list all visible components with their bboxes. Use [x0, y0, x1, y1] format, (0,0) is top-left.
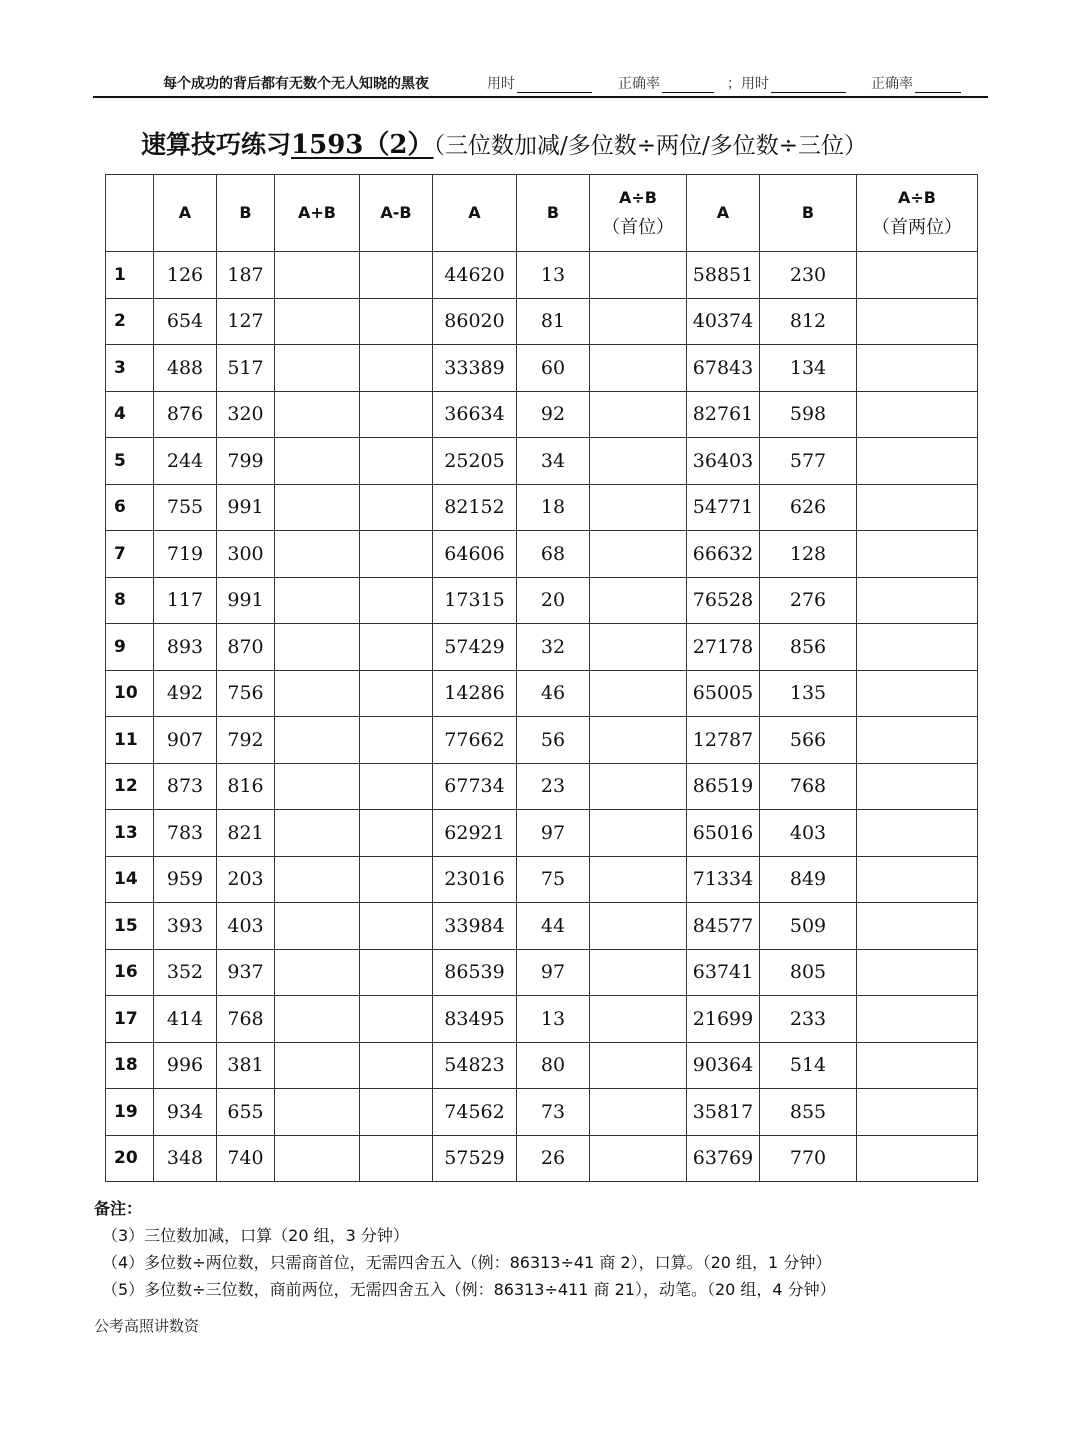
row-index: 15 [106, 903, 154, 950]
cell-b-div2: 75 [517, 856, 590, 903]
answer-diff[interactable] [360, 717, 433, 764]
cell-b-div2: 46 [517, 670, 590, 717]
header-sum: A+B [275, 175, 360, 252]
table-row [106, 1135, 978, 1182]
cell-b-div2: 18 [517, 484, 590, 531]
answer-quotient-first[interactable] [590, 391, 687, 438]
answer-quotient-first[interactable] [590, 903, 687, 950]
header-b-div2: B [517, 175, 590, 252]
cell-b-div2: 97 [517, 810, 590, 857]
row-index: 5 [106, 438, 154, 485]
cell-a-div3: 63741 [687, 949, 760, 996]
cell-a-div3: 67843 [687, 345, 760, 392]
cell-b-div3: 134 [760, 345, 857, 392]
row-index: 2 [106, 298, 154, 345]
cell-a-div2: 17315 [433, 577, 517, 624]
time-label-1: 用时 [487, 76, 515, 92]
answer-sum[interactable] [275, 670, 360, 717]
cell-a-div3: 71334 [687, 856, 760, 903]
page-title [141, 124, 1041, 164]
table-row [106, 484, 978, 531]
answer-sum[interactable] [275, 717, 360, 764]
row-index: 1 [106, 252, 154, 299]
answer-quotient-two[interactable] [857, 531, 978, 578]
hint-first-two: （首两位） [872, 217, 962, 238]
answer-quotient-two[interactable] [857, 484, 978, 531]
cell-a-div2: 33389 [433, 345, 517, 392]
table-row [106, 717, 978, 764]
answer-sum[interactable] [275, 1042, 360, 1089]
time-field-1[interactable] [487, 73, 592, 93]
cell-b-add: 821 [217, 810, 275, 857]
accuracy-label-2: 正确率 [871, 76, 913, 92]
cell-b-div2: 80 [517, 1042, 590, 1089]
cell-a-div2: 57529 [433, 1135, 517, 1182]
cell-b-div2: 26 [517, 1135, 590, 1182]
table-row [106, 996, 978, 1043]
answer-sum[interactable] [275, 903, 360, 950]
answer-quotient-two[interactable] [857, 1042, 978, 1089]
cell-a-div3: 65016 [687, 810, 760, 857]
answer-diff[interactable] [360, 1089, 433, 1136]
header-a-add: A [154, 175, 217, 252]
answer-diff[interactable] [360, 1135, 433, 1182]
note-line: （3）三位数加减，口算（20 组，3 分钟） [102, 1226, 409, 1245]
answer-quotient-two[interactable] [857, 298, 978, 345]
answer-quotient-first[interactable] [590, 810, 687, 857]
time-blank-2[interactable] [771, 77, 846, 93]
answer-diff[interactable] [360, 996, 433, 1043]
cell-a-div2: 23016 [433, 856, 517, 903]
answer-quotient-first[interactable] [590, 624, 687, 671]
row-index: 14 [106, 856, 154, 903]
cell-a-add: 755 [154, 484, 217, 531]
table-row [106, 856, 978, 903]
cell-b-div3: 233 [760, 996, 857, 1043]
row-index: 7 [106, 531, 154, 578]
cell-b-add: 381 [217, 1042, 275, 1089]
cell-a-add: 934 [154, 1089, 217, 1136]
cell-b-div3: 770 [760, 1135, 857, 1182]
quotient-label: A÷B [898, 188, 936, 207]
cell-b-div2: 97 [517, 949, 590, 996]
page-header [93, 68, 988, 98]
cell-b-add: 756 [217, 670, 275, 717]
cell-b-div2: 81 [517, 298, 590, 345]
answer-diff[interactable] [360, 531, 433, 578]
row-index: 20 [106, 1135, 154, 1182]
answer-sum[interactable] [275, 996, 360, 1043]
answer-diff[interactable] [360, 298, 433, 345]
header-a-div2: A [433, 175, 517, 252]
cell-a-div2: 86539 [433, 949, 517, 996]
cell-a-div2: 14286 [433, 670, 517, 717]
cell-b-add: 740 [217, 1135, 275, 1182]
cell-b-add: 870 [217, 624, 275, 671]
cell-a-div3: 35817 [687, 1089, 760, 1136]
table-row [106, 577, 978, 624]
answer-sum[interactable] [275, 345, 360, 392]
accuracy-blank-2[interactable] [915, 77, 961, 93]
answer-quotient-two[interactable] [857, 391, 978, 438]
cell-a-div3: 58851 [687, 252, 760, 299]
answer-diff[interactable] [360, 810, 433, 857]
cell-b-div2: 13 [517, 996, 590, 1043]
cell-a-div3: 84577 [687, 903, 760, 950]
cell-a-add: 348 [154, 1135, 217, 1182]
answer-sum[interactable] [275, 484, 360, 531]
answer-diff[interactable] [360, 949, 433, 996]
header-b-div3: B [760, 175, 857, 252]
answer-quotient-two[interactable] [857, 949, 978, 996]
cell-a-div3: 66632 [687, 531, 760, 578]
cell-b-add: 655 [217, 1089, 275, 1136]
answer-quotient-two[interactable] [857, 1089, 978, 1136]
answer-sum[interactable] [275, 810, 360, 857]
answer-sum[interactable] [275, 298, 360, 345]
notes-section [94, 1195, 994, 1303]
table-row [106, 391, 978, 438]
row-index: 18 [106, 1042, 154, 1089]
cell-a-div3: 36403 [687, 438, 760, 485]
cell-a-add: 117 [154, 577, 217, 624]
answer-quotient-first[interactable] [590, 717, 687, 764]
cell-a-div2: 33984 [433, 903, 517, 950]
answer-quotient-first[interactable] [590, 577, 687, 624]
title-main: 速算技巧练习 [141, 130, 292, 159]
cell-b-div3: 403 [760, 810, 857, 857]
cell-b-div2: 68 [517, 531, 590, 578]
answer-quotient-first[interactable] [590, 1089, 687, 1136]
answer-quotient-first[interactable] [590, 1042, 687, 1089]
answer-sum[interactable] [275, 949, 360, 996]
note-line: （5）多位数÷三位数，商前两位，无需四舍五入（例：86313÷411 商 21），动笔。（20 组，4 分钟） [102, 1280, 836, 1299]
cell-b-div3: 626 [760, 484, 857, 531]
cell-b-div3: 598 [760, 391, 857, 438]
answer-diff[interactable] [360, 1042, 433, 1089]
title-number: 1593（2） [291, 130, 434, 160]
answer-diff[interactable] [360, 577, 433, 624]
answer-sum[interactable] [275, 531, 360, 578]
cell-b-div2: 60 [517, 345, 590, 392]
cell-b-add: 937 [217, 949, 275, 996]
cell-b-div2: 32 [517, 624, 590, 671]
accuracy-field-2[interactable] [871, 73, 961, 93]
accuracy-blank-1[interactable] [662, 77, 714, 93]
cell-a-div2: 54823 [433, 1042, 517, 1089]
cell-b-div3: 128 [760, 531, 857, 578]
answer-quotient-first[interactable] [590, 670, 687, 717]
cell-b-div2: 92 [517, 391, 590, 438]
table-row [106, 670, 978, 717]
row-index: 12 [106, 763, 154, 810]
cell-a-add: 873 [154, 763, 217, 810]
time-blank-1[interactable] [517, 77, 592, 93]
row-index: 11 [106, 717, 154, 764]
cell-b-add: 517 [217, 345, 275, 392]
cell-a-div2: 83495 [433, 996, 517, 1043]
answer-diff[interactable] [360, 484, 433, 531]
cell-a-add: 654 [154, 298, 217, 345]
answer-quotient-first[interactable] [590, 531, 687, 578]
cell-b-div3: 230 [760, 252, 857, 299]
answer-sum[interactable] [275, 577, 360, 624]
table-row [106, 763, 978, 810]
time-label-2: 用时 [741, 76, 769, 92]
table-row [106, 624, 978, 671]
answer-diff[interactable] [360, 903, 433, 950]
cell-b-add: 991 [217, 577, 275, 624]
cell-b-div3: 135 [760, 670, 857, 717]
answer-quotient-first[interactable] [590, 345, 687, 392]
cell-a-div3: 65005 [687, 670, 760, 717]
answer-quotient-two[interactable] [857, 903, 978, 950]
row-index: 16 [106, 949, 154, 996]
cell-b-div3: 855 [760, 1089, 857, 1136]
answer-diff[interactable] [360, 345, 433, 392]
cell-a-div2: 57429 [433, 624, 517, 671]
row-index: 13 [106, 810, 154, 857]
cell-b-add: 320 [217, 391, 275, 438]
table-row [106, 252, 978, 299]
cell-b-div2: 23 [517, 763, 590, 810]
answer-sum[interactable] [275, 1135, 360, 1182]
answer-quotient-two[interactable] [857, 856, 978, 903]
answer-quotient-first[interactable] [590, 484, 687, 531]
header-separator: ； [727, 76, 741, 92]
cell-b-div3: 812 [760, 298, 857, 345]
cell-a-div2: 64606 [433, 531, 517, 578]
answer-sum[interactable] [275, 438, 360, 485]
cell-b-div2: 20 [517, 577, 590, 624]
time-field-2[interactable] [727, 73, 846, 93]
table-row [106, 1089, 978, 1136]
table-header-row [106, 175, 978, 252]
cell-b-add: 799 [217, 438, 275, 485]
cell-a-add: 244 [154, 438, 217, 485]
cell-b-div2: 44 [517, 903, 590, 950]
quotient-label: A÷B [619, 188, 657, 207]
cell-b-div3: 856 [760, 624, 857, 671]
cell-b-div3: 276 [760, 577, 857, 624]
table-row [106, 1042, 978, 1089]
cell-b-add: 991 [217, 484, 275, 531]
cell-a-add: 907 [154, 717, 217, 764]
footer-text: 公考高照讲数资 [94, 1317, 200, 1335]
table-row [106, 345, 978, 392]
cell-b-div2: 13 [517, 252, 590, 299]
cell-b-add: 792 [217, 717, 275, 764]
row-index: 4 [106, 391, 154, 438]
answer-diff[interactable] [360, 391, 433, 438]
header-motto: 每个成功的背后都有无数个无人知晓的黑夜 [163, 76, 429, 92]
table-row [106, 438, 978, 485]
cell-a-add: 996 [154, 1042, 217, 1089]
header-quotient-two [857, 175, 978, 252]
answer-quotient-two[interactable] [857, 810, 978, 857]
answer-diff[interactable] [360, 624, 433, 671]
cell-a-div2: 44620 [433, 252, 517, 299]
table-row [106, 810, 978, 857]
table-row [106, 903, 978, 950]
table-row [106, 298, 978, 345]
answer-quotient-two[interactable] [857, 252, 978, 299]
row-index: 3 [106, 345, 154, 392]
answer-quotient-two[interactable] [857, 717, 978, 764]
cell-a-add: 352 [154, 949, 217, 996]
cell-a-div2: 62921 [433, 810, 517, 857]
answer-quotient-two[interactable] [857, 763, 978, 810]
header-quotient-first [590, 175, 687, 252]
row-index: 8 [106, 577, 154, 624]
cell-a-add: 719 [154, 531, 217, 578]
answer-quotient-first[interactable] [590, 949, 687, 996]
cell-a-div3: 21699 [687, 996, 760, 1043]
cell-a-add: 414 [154, 996, 217, 1043]
answer-sum[interactable] [275, 856, 360, 903]
cell-b-div2: 73 [517, 1089, 590, 1136]
cell-a-add: 488 [154, 345, 217, 392]
cell-a-div3: 12787 [687, 717, 760, 764]
accuracy-label-1: 正确率 [618, 76, 660, 92]
answer-quotient-first[interactable] [590, 856, 687, 903]
cell-b-add: 300 [217, 531, 275, 578]
answer-quotient-first[interactable] [590, 763, 687, 810]
answer-quotient-two[interactable] [857, 577, 978, 624]
answer-diff[interactable] [360, 856, 433, 903]
row-index: 9 [106, 624, 154, 671]
cell-a-div2: 25205 [433, 438, 517, 485]
cell-a-add: 893 [154, 624, 217, 671]
cell-a-div2: 36634 [433, 391, 517, 438]
cell-b-div3: 849 [760, 856, 857, 903]
answer-quotient-two[interactable] [857, 438, 978, 485]
cell-a-div2: 86020 [433, 298, 517, 345]
row-index: 17 [106, 996, 154, 1043]
cell-a-div3: 76528 [687, 577, 760, 624]
cell-b-div3: 509 [760, 903, 857, 950]
cell-a-add: 492 [154, 670, 217, 717]
cell-b-div3: 768 [760, 763, 857, 810]
answer-quotient-first[interactable] [590, 438, 687, 485]
cell-a-div2: 82152 [433, 484, 517, 531]
accuracy-field-1[interactable] [618, 73, 714, 93]
cell-b-add: 768 [217, 996, 275, 1043]
cell-b-div3: 577 [760, 438, 857, 485]
header-diff: A-B [360, 175, 433, 252]
answer-diff[interactable] [360, 670, 433, 717]
cell-a-div3: 63769 [687, 1135, 760, 1182]
answer-quotient-two[interactable] [857, 1135, 978, 1182]
note-line: （4）多位数÷两位数，只需商首位，无需四舍五入（例：86313÷41 商 2），口算。（20 组，1 分钟） [102, 1253, 832, 1272]
cell-b-add: 403 [217, 903, 275, 950]
answer-sum[interactable] [275, 624, 360, 671]
row-index: 10 [106, 670, 154, 717]
cell-b-div3: 514 [760, 1042, 857, 1089]
cell-a-div3: 90364 [687, 1042, 760, 1089]
answer-quotient-two[interactable] [857, 996, 978, 1043]
cell-a-div2: 67734 [433, 763, 517, 810]
row-index: 19 [106, 1089, 154, 1136]
answer-sum[interactable] [275, 391, 360, 438]
header-a-div3: A [687, 175, 760, 252]
answer-sum[interactable] [275, 763, 360, 810]
answer-quotient-first[interactable] [590, 298, 687, 345]
practice-table [105, 174, 978, 1182]
answer-quotient-first[interactable] [590, 996, 687, 1043]
cell-a-div2: 77662 [433, 717, 517, 764]
cell-b-add: 127 [217, 298, 275, 345]
cell-a-div3: 27178 [687, 624, 760, 671]
cell-a-add: 876 [154, 391, 217, 438]
cell-b-add: 203 [217, 856, 275, 903]
answer-quotient-two[interactable] [857, 624, 978, 671]
cell-a-add: 783 [154, 810, 217, 857]
answer-quotient-two[interactable] [857, 670, 978, 717]
cell-a-add: 393 [154, 903, 217, 950]
cell-b-div3: 566 [760, 717, 857, 764]
title-subtitle: （三位数加减/多位数÷两位/多位数÷三位） [433, 133, 868, 159]
cell-a-div3: 40374 [687, 298, 760, 345]
hint-first-digit: （首位） [602, 217, 674, 238]
answer-sum[interactable] [275, 1089, 360, 1136]
cell-b-div2: 56 [517, 717, 590, 764]
cell-a-div3: 86519 [687, 763, 760, 810]
row-index: 6 [106, 484, 154, 531]
cell-a-div2: 74562 [433, 1089, 517, 1136]
answer-quotient-first[interactable] [590, 252, 687, 299]
answer-diff[interactable] [360, 763, 433, 810]
cell-b-add: 187 [217, 252, 275, 299]
table-row [106, 531, 978, 578]
answer-quotient-two[interactable] [857, 345, 978, 392]
cell-b-div2: 34 [517, 438, 590, 485]
table-row [106, 949, 978, 996]
answer-diff[interactable] [360, 252, 433, 299]
cell-a-div3: 82761 [687, 391, 760, 438]
cell-a-div3: 54771 [687, 484, 760, 531]
header-b-add: B [217, 175, 275, 252]
cell-b-add: 816 [217, 763, 275, 810]
answer-quotient-first[interactable] [590, 1135, 687, 1182]
answer-diff[interactable] [360, 438, 433, 485]
table-body [106, 252, 978, 1182]
cell-b-div3: 805 [760, 949, 857, 996]
cell-a-add: 126 [154, 252, 217, 299]
header-index [106, 175, 154, 252]
notes-label: 备注： [94, 1199, 143, 1218]
cell-a-add: 959 [154, 856, 217, 903]
answer-sum[interactable] [275, 252, 360, 299]
